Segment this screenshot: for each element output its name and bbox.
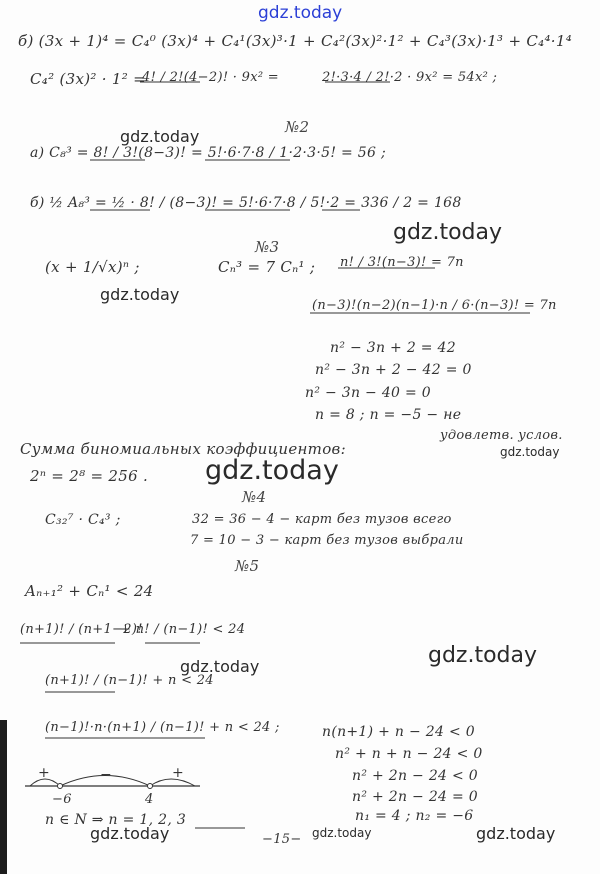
quadratic-inequality-1: n(n+1) + n − 24 < 0 [322, 724, 475, 740]
quadratic-roots: n = 8 ; n = −5 − не [315, 407, 462, 423]
card-combinations: C₃₂⁷ · C₄³ ; [45, 512, 121, 528]
natural-number-answer: n ∈ N ⇒ n = 1, 2, 3 [45, 812, 187, 828]
quadratic-equation: n² + 2n − 24 = 0 [352, 789, 478, 805]
combination-simplification: (n−3)!(n−2)(n−1)·n / 6·(n−3)! = 7n [312, 298, 557, 313]
watermark: gdz.today [100, 285, 180, 304]
number-line-point [58, 784, 63, 789]
root-point-right: 4 [145, 792, 154, 807]
watermark: gdz.today [180, 657, 260, 676]
problem-number-4: №4 [242, 488, 267, 506]
watermark: gdz.today [205, 455, 339, 486]
sign-plus-left: + [38, 765, 51, 781]
binomial-term: C₄² (3x)² · 1² = [30, 70, 146, 88]
watermark: gdz.today [393, 220, 503, 245]
quadratic-inequality-2: n² + n + n − 24 < 0 [335, 746, 483, 762]
binding-edge [0, 720, 7, 874]
inequality-step-3: (n−1)!·n·(n+1) / (n−1)! + n < 24 ; [45, 720, 280, 735]
quadratic-step-1: n² − 3n + 2 = 42 [330, 340, 456, 356]
binomial-coefficients-sum-label: Сумма биномиальных коэффициентов: [20, 440, 346, 458]
problem-number-2: №2 [285, 118, 310, 136]
combination-calc: а) C₈³ = 8! / 3!(8−3)! = 5!·6·7·8 / 1·2·3·5! = 56 ; [30, 145, 386, 161]
watermark: gdz.today [428, 643, 538, 668]
binomial-term-result: 2!·3·4 / 2!·2 · 9x² = 54x² ; [322, 70, 498, 85]
combination-equation: Cₙ³ = 7 Cₙ¹ ; [218, 258, 316, 276]
watermark: gdz.today [500, 445, 560, 459]
quadratic-step-2: n² − 3n + 2 − 42 = 0 [315, 362, 472, 378]
inequality-step-1-left: (n+1)! / (n+1−2)! [20, 622, 143, 637]
problem-number-5: №5 [235, 557, 260, 575]
combination-equation-expanded: n! / 3!(n−3)! = 7n [340, 255, 464, 270]
binomial-coefficients-sum: 2ⁿ = 2⁸ = 256 . [30, 467, 149, 485]
sign-minus: − [100, 767, 113, 783]
binomial-expression: (x + 1/√x)ⁿ ; [45, 258, 140, 276]
problem-number-3: №3 [255, 238, 280, 256]
quadratic-roots-values: n₁ = 4 ; n₂ = −6 [355, 808, 474, 824]
watermark: gdz.today [90, 824, 170, 843]
watermark: gdz.today [476, 824, 556, 843]
watermark: gdz.today [120, 127, 200, 146]
inequality-step-1-right: + n! / (n−1)! < 24 [120, 622, 246, 637]
sign-plus-right: + [172, 765, 185, 781]
page-number: −15− [262, 832, 302, 847]
inequality-step-2: (n+1)! / (n−1)! + n < 24 [45, 673, 214, 688]
watermark-top: gdz.today [258, 3, 343, 23]
watermark: gdz.today [312, 826, 372, 840]
quadratic-inequality-3: n² + 2n − 24 < 0 [352, 768, 478, 784]
arrangement-calc: б) ½ A₈³ = ½ · 8! / (8−3)! = 5!·6·7·8 / 5!·2 = 336 / 2 = 168 [30, 195, 462, 211]
binomial-expansion: б) (3x + 1)⁴ = C₄⁰ (3x)⁴ + C₄¹(3x)³·1 + C₄²(3x)²·1² + C₄³(3x)·1³ + C₄⁴·1⁴ [18, 32, 573, 50]
quadratic-step-3: n² − 3n − 40 = 0 [305, 385, 431, 401]
inequality: Aₙ₊₁² + Cₙ¹ < 24 [25, 582, 154, 600]
root-rejection-note: удовлетв. услов. [440, 428, 563, 443]
cards-without-aces-total: 32 = 36 − 4 − карт без тузов всего [192, 512, 452, 527]
cards-without-aces-chosen: 7 = 10 − 3 − карт без тузов выбрали [190, 533, 464, 548]
binomial-term-fraction: 4! / 2!(4−2)! · 9x² = [142, 70, 279, 85]
number-line-point [148, 784, 153, 789]
root-point-left: −6 [52, 792, 72, 807]
